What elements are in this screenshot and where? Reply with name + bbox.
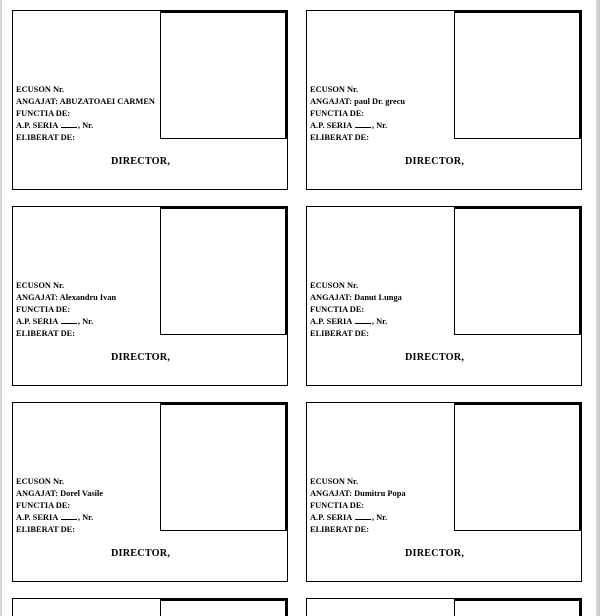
ap-seria-label: A.P. SERIA <box>310 317 352 326</box>
badge-card <box>306 206 582 386</box>
seria-blank <box>61 317 77 324</box>
seria-blank <box>355 121 371 128</box>
employee-line <box>16 292 116 304</box>
employee-name: paul Dr. grecu <box>354 97 406 106</box>
nr-label: , Nr. <box>371 317 388 326</box>
badge-fields <box>310 476 406 536</box>
employee-name: Alexandru Ivan <box>59 293 117 302</box>
functia-label: FUNCTIA DE: <box>16 501 71 510</box>
angajat-label: ANGAJAT: <box>16 489 61 498</box>
ap-seria-line <box>16 512 103 524</box>
angajat-label: ANGAJAT: <box>310 293 355 302</box>
functia-label: FUNCTIA DE: <box>16 109 71 118</box>
nr-label: , Nr. <box>77 121 94 130</box>
eliberat-label: ELIBERAT DE: <box>310 525 370 534</box>
photo-placeholder <box>454 403 581 531</box>
eliberat-label: ELIBERAT DE: <box>310 329 370 338</box>
angajat-label: ANGAJAT: <box>310 97 355 106</box>
nr-label: , Nr. <box>371 121 388 130</box>
photo-placeholder <box>160 599 287 616</box>
badge-fields <box>310 280 402 340</box>
director-signature: DIRECTOR, <box>111 352 171 363</box>
employee-line <box>16 96 155 108</box>
eliberat-label: ELIBERAT DE: <box>16 525 76 534</box>
ecuson-label: ECUSON Nr. <box>310 477 359 486</box>
badge-card <box>12 402 288 582</box>
photo-placeholder <box>160 11 287 139</box>
ecuson-label: ECUSON Nr. <box>16 281 65 290</box>
ap-seria-line <box>16 316 116 328</box>
document-page <box>2 0 596 616</box>
photo-placeholder <box>454 599 581 616</box>
ap-seria-label: A.P. SERIA <box>16 513 58 522</box>
photo-placeholder <box>160 207 287 335</box>
viewer-edge <box>596 0 600 616</box>
ap-seria-label: A.P. SERIA <box>16 121 58 130</box>
employee-line <box>310 292 402 304</box>
ap-seria-label: A.P. SERIA <box>16 317 58 326</box>
eliberat-label: ELIBERAT DE: <box>16 329 76 338</box>
employee-line <box>310 96 405 108</box>
employee-name: ABUZATOAEI CARMEN <box>59 97 155 106</box>
employee-line <box>310 488 406 500</box>
functia-label: FUNCTIA DE: <box>16 305 71 314</box>
seria-blank <box>355 317 371 324</box>
badge-card <box>12 598 288 616</box>
badge-fields <box>310 84 405 144</box>
angajat-label: ANGAJAT: <box>310 489 355 498</box>
badge-card <box>306 402 582 582</box>
badge-fields <box>16 280 116 340</box>
ap-seria-line <box>16 120 155 132</box>
employee-name: Danut Lunga <box>354 293 402 302</box>
director-signature: DIRECTOR, <box>405 352 465 363</box>
seria-blank <box>355 513 371 520</box>
badge-card <box>306 10 582 190</box>
ecuson-label: ECUSON Nr. <box>16 477 65 486</box>
ap-seria-label: A.P. SERIA <box>310 121 352 130</box>
employee-name: Dorel Vasile <box>60 489 104 498</box>
functia-label: FUNCTIA DE: <box>310 109 365 118</box>
eliberat-label: ELIBERAT DE: <box>310 133 370 142</box>
seria-blank <box>61 121 77 128</box>
badge-card <box>306 598 582 616</box>
ap-seria-label: A.P. SERIA <box>310 513 352 522</box>
director-signature: DIRECTOR, <box>405 548 465 559</box>
director-signature: DIRECTOR, <box>111 156 171 167</box>
ap-seria-line <box>310 512 406 524</box>
photo-placeholder <box>454 207 581 335</box>
ecuson-label: ECUSON Nr. <box>310 281 359 290</box>
functia-label: FUNCTIA DE: <box>310 305 365 314</box>
ap-seria-line <box>310 120 405 132</box>
badge-fields <box>16 84 155 144</box>
employee-line <box>16 488 103 500</box>
ecuson-label: ECUSON Nr. <box>310 85 359 94</box>
badge-card <box>12 10 288 190</box>
director-signature: DIRECTOR, <box>111 548 171 559</box>
nr-label: , Nr. <box>77 317 94 326</box>
photo-placeholder <box>160 403 287 531</box>
functia-label: FUNCTIA DE: <box>310 501 365 510</box>
photo-placeholder <box>454 11 581 139</box>
employee-name: Dumitru Popa <box>354 489 406 498</box>
angajat-label: ANGAJAT: <box>16 293 60 302</box>
nr-label: , Nr. <box>371 513 388 522</box>
ecuson-label: ECUSON Nr. <box>16 85 65 94</box>
ap-seria-line <box>310 316 402 328</box>
nr-label: , Nr. <box>77 513 94 522</box>
badge-fields <box>16 476 103 536</box>
seria-blank <box>61 513 77 520</box>
badge-card <box>12 206 288 386</box>
director-signature: DIRECTOR, <box>405 156 465 167</box>
eliberat-label: ELIBERAT DE: <box>16 133 76 142</box>
angajat-label: ANGAJAT: <box>16 97 60 106</box>
